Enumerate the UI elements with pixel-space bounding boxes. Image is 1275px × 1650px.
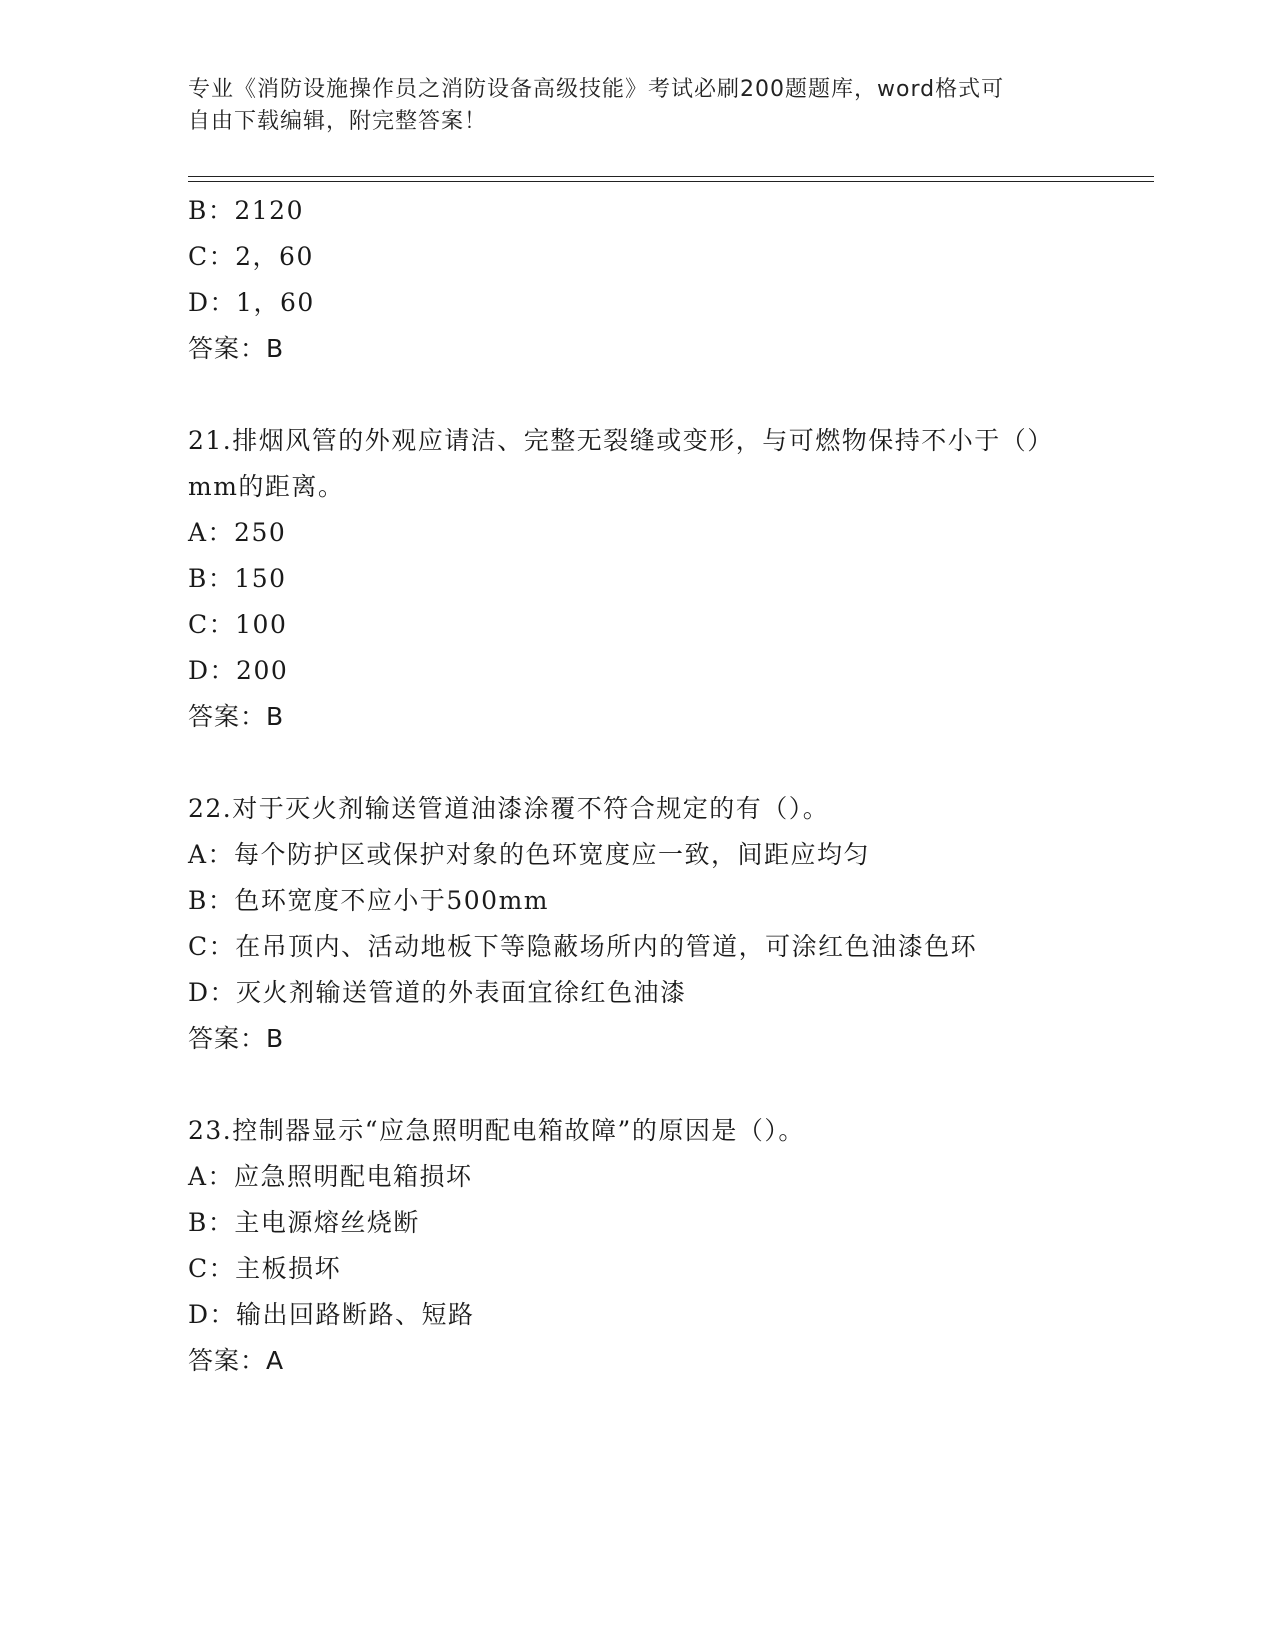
option-d: D：输出回路断路、短路 [188, 1300, 475, 1329]
spacer [188, 372, 1088, 418]
question-text: 23.控制器显示“应急照明配电箱故障”的原因是（）。 [188, 1116, 805, 1145]
header-line-2: 自由下载编辑，附完整答案！ [188, 109, 488, 134]
answer: 答案：A [188, 1346, 285, 1375]
option-b: B：色环宽度不应小于500mm [188, 886, 550, 915]
question-23 [188, 1108, 1088, 1384]
question-22 [188, 786, 1088, 1062]
spacer [188, 740, 1088, 786]
prev-question-tail [188, 188, 1088, 372]
answer: 答案：B [188, 334, 285, 363]
question-text: 21.排烟风管的外观应请洁、完整无裂缝或变形，与可燃物保持不小于（）mm的距离。 [188, 426, 1054, 501]
option-a: A：250 [188, 518, 287, 547]
option-b: B：150 [188, 564, 287, 593]
option-c: C：主板损坏 [188, 1254, 342, 1283]
document-header [188, 74, 1088, 138]
option-c: C：2，60 [188, 242, 314, 271]
answer: 答案：B [188, 702, 285, 731]
option-a: A：每个防护区或保护对象的色环宽度应一致，间距应均匀 [188, 840, 871, 869]
header-divider-top [188, 176, 1154, 177]
option-b: B：主电源熔丝烧断 [188, 1208, 420, 1237]
header-divider-bottom [188, 181, 1154, 182]
option-d: D：200 [188, 656, 289, 685]
option-d: D：灭火剂输送管道的外表面宜徐红色油漆 [188, 978, 687, 1007]
answer: 答案：B [188, 1024, 285, 1053]
header-line-1: 专业《消防设施操作员之消防设备高级技能》考试必刷200题题库，word格式可 [188, 77, 1005, 102]
option-b: B：2120 [188, 196, 304, 225]
option-a: A：应急照明配电箱损坏 [188, 1162, 473, 1191]
option-d: D：1，60 [188, 288, 315, 317]
question-21 [188, 418, 1088, 740]
option-c: C：在吊顶内、活动地板下等隐蔽场所内的管道，可涂红色油漆色环 [188, 932, 978, 961]
question-text: 22.对于灭火剂输送管道油漆涂覆不符合规定的有（）。 [188, 794, 830, 823]
question-list [188, 188, 1088, 1384]
option-c: C：100 [188, 610, 288, 639]
spacer [188, 1062, 1088, 1108]
